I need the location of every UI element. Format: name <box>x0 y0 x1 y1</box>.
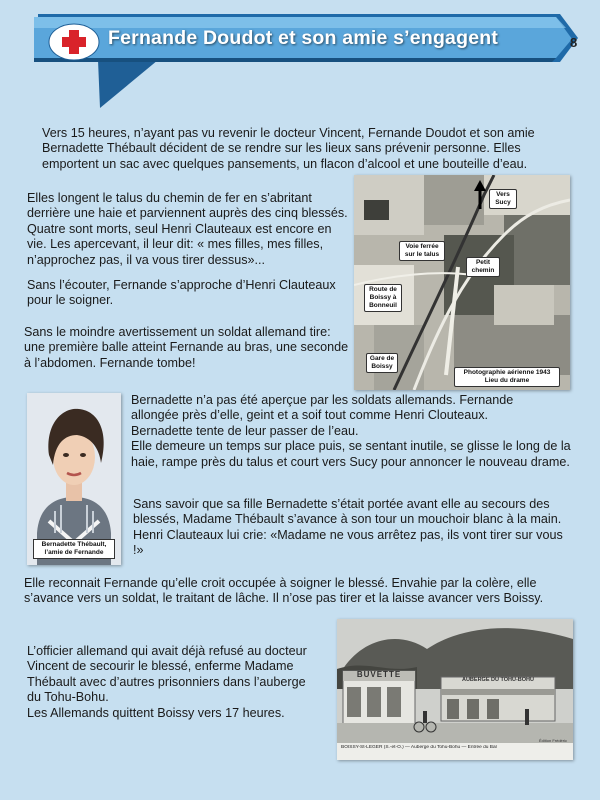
label-voie-ferree: Voie ferrée sur le talus <box>399 241 445 261</box>
sign-auberge: AUBERGE DU TOHU-BOHU <box>461 677 534 683</box>
page-title: Fernande Doudot et son amie s’engagent <box>108 27 499 49</box>
paragraph-officer-a: L’officier allemand qui avait déjà refusé au docteur Vincent de secourir le blessé, enferme Madame Thébault avec d’autres prisonniers dans l’auberge du Tohu-Bohu. <box>27 644 307 705</box>
red-cross-icon <box>48 22 100 62</box>
caption-line-1: Photographie aérienne 1943 <box>463 369 551 376</box>
paragraph-recognition: Elle reconnait Fernande qu’elle croit occupée à soigner le blessé. Envahie par la colère, elle s’avance vers un soldat, le traitant de lâche. Il n’ose pas tirer et la laisse avancer vers Boissy. <box>24 576 544 606</box>
paragraph-bernadette-b: Elle demeure un temps sur place puis, se sentant inutile, se glisse le long de la haie, rampe près du talus et court vers Sucy pour annoncer le nouveau drame. <box>131 439 571 469</box>
portrait-photo <box>27 393 121 565</box>
portrait-caption <box>33 539 115 559</box>
paragraph-bernadette <box>131 393 571 470</box>
paragraph-officer <box>27 644 317 721</box>
paragraph-railway: Elles longent le talus du chemin de fer en s’abritant derrière une haie et parviennent auprès des cinq blessés. Quatre sont morts, seul Henri Clauteaux est encore en vie. Les apercevant, il leur dit: « mes filles, mes filles, n’approchez pas, il va vous tirer dessus»... <box>27 191 348 267</box>
paragraph-madame-thebault: Sans savoir que sa fille Bernadette s’était portée avant elle au secours des blessés, Madame Thébault s’avance à son tour un mouchoir blanc à la main. Henri Clauteaux lui crie: «Madame ne vous arrêtez pas, ils vont tirer sur vous !» <box>133 497 563 558</box>
paragraph-shot: Sans le moindre avertissement un soldat allemand tire: une première balle atteint Fernande au bras, une seconde à l’abdomen. Fernande tombe! <box>24 325 349 370</box>
caption-line-2: Lieu du drame <box>484 377 530 384</box>
postcard-editor: Édition Frédéric <box>538 738 567 743</box>
page-number: 8 <box>570 35 578 50</box>
label-petit-chemin: Petit chemin <box>466 257 500 277</box>
paragraph-approach: Sans l’écouter, Fernande s’approche d’Henri Clauteaux pour le soigner. <box>27 278 336 308</box>
paragraph-officer-b: Les Allemands quittent Boissy vers 17 heures. <box>27 705 285 720</box>
label-route-boissy: Route de Boissy à Bonneuil <box>364 284 402 312</box>
paragraph-bernadette-a: Bernadette n’a pas été aperçue par les soldats allemands. Fernande allongée près d’elle, geint et a soif tout comme Henri Clouteaux. Bernadette tente de leur passer de l’eau. <box>131 393 514 438</box>
sign-buvette: BUVETTE <box>356 670 402 679</box>
label-gare-boissy: Gare de Boissy <box>366 353 398 373</box>
paragraph-departure: Vers 15 heures, n’ayant pas vu revenir le docteur Vincent, Fernande Doudot et son amie Bernadette Thébault décident de se rendre sur les lieux sans prévenir personne. Elles emportent un sac avec quelques pansements, un flacon d’alcool et une bouteille d’eau. <box>42 126 535 171</box>
postcard-caption: BOISSY-St-LÉGER (S.-et-O.) — Auberge du Tohu-Bohu — Entrée du Bal <box>341 745 497 750</box>
portrait-caption-line-2: l’amie de Fernande <box>44 549 104 556</box>
label-vers-sucy: Vers Sucy <box>489 189 517 209</box>
postcard-photo <box>337 619 573 760</box>
aerial-photo <box>354 175 570 390</box>
photo-caption <box>454 367 560 387</box>
portrait-caption-line-1: Bernadette Thébault, <box>41 541 107 548</box>
